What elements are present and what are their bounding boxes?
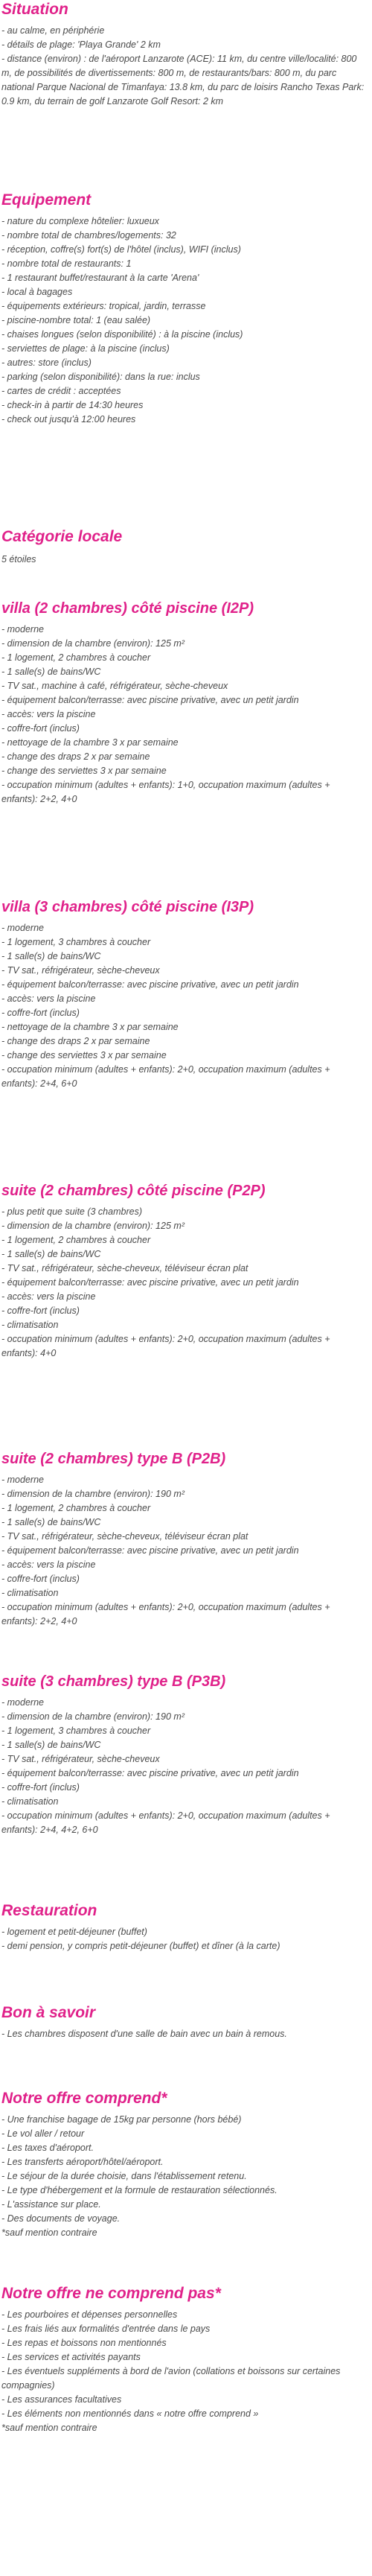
list-item: - 1 restaurant buffet/restaurant à la carte 'Arena' <box>1 273 199 283</box>
list-item: - occupation minimum (adultes + enfants): 2+0, occupation maximum (adultes + enfants): 4+0 <box>1 1334 330 1358</box>
room-i3p <box>1 897 368 1091</box>
list-item: - coffre-fort (inclus) <box>1 1306 80 1316</box>
list-item: - change des draps 2 x par semaine <box>1 751 150 762</box>
list-item: - chaises longues (selon disponibilité) : à la piscine (inclus) <box>1 329 243 340</box>
room-p2b <box>1 1449 368 1629</box>
room-title: suite (2 chambres) type B (P2B) <box>1 1451 226 1467</box>
list-item: - Le séjour de la durée choisie, dans l'établissement retenu. <box>1 2171 247 2181</box>
room-title: suite (2 chambres) côté piscine (P2P) <box>1 1183 266 1199</box>
list-item: - 1 salle(s) de bains/WC <box>1 951 101 961</box>
list-item: - coffre-fort (inclus) <box>1 1008 80 1018</box>
list-item: - équipement balcon/terrasse: avec piscine privative, avec un petit jardin <box>1 1277 299 1288</box>
list-item: - TV sat., réfrigérateur, sèche-cheveux <box>1 965 160 976</box>
categorie-text: 5 étoiles <box>1 554 36 565</box>
list-item: - Les éléments non mentionnés dans « notre offre comprend » <box>1 2408 259 2419</box>
list-item: - accès: vers la piscine <box>1 1559 96 1570</box>
list-item: - 1 salle(s) de bains/WC <box>1 1249 101 1259</box>
room-features <box>1 623 368 807</box>
list-item: - dimension de la chambre (environ): 190 m² <box>1 1711 185 1722</box>
list-item: - occupation minimum (adultes + enfants): 1+0, occupation maximum (adultes + enfants): 2+2, 4+0 <box>1 780 330 804</box>
list-item: - équipement balcon/terrasse: avec piscine privative, avec un petit jardin <box>1 979 299 990</box>
section-title-situation: Situation <box>1 1 68 18</box>
list-item: - Des documents de voyage. <box>1 2213 121 2224</box>
list-item: - climatisation <box>1 1796 59 1807</box>
bon-a-savoir-list <box>1 2027 368 2041</box>
list-item: - au calme, en périphérie <box>1 25 105 36</box>
list-item: - dimension de la chambre (environ): 125 m² <box>1 638 185 649</box>
list-item: - occupation minimum (adultes + enfants): 2+0, occupation maximum (adultes + enfants): 2+4, 6+0 <box>1 1064 330 1089</box>
room-features <box>1 1696 368 1837</box>
list-item: - Les éventuels suppléments à bord de l'avion (collations et boissons sur certaines compagnies) <box>1 2366 341 2391</box>
list-item: - Les assurances facultatives <box>1 2394 122 2405</box>
list-item: - demi pension, y compris petit-déjeuner (buffet) et dîner (à la carte) <box>1 1941 280 1951</box>
list-item: - accès: vers la piscine <box>1 1291 96 1302</box>
list-item: - Les transferts aéroport/hôtel/aéroport. <box>1 2157 164 2167</box>
section-equipement <box>1 191 368 427</box>
section-ne-comprend-pas <box>1 2284 368 2435</box>
list-item: - 1 salle(s) de bains/WC <box>1 1740 101 1750</box>
list-item: - accès: vers la piscine <box>1 709 96 719</box>
list-item: - climatisation <box>1 1588 59 1598</box>
section-title-bon-a-savoir: Bon à savoir <box>1 2004 96 2021</box>
list-item: - Les taxes d'aéroport. <box>1 2143 94 2153</box>
list-item: - moderne <box>1 1697 44 1708</box>
list-item: - accès: vers la piscine <box>1 993 96 1004</box>
list-item: - équipements extérieurs: tropical, jardin, terrasse <box>1 301 206 311</box>
list-item: - 1 logement, 3 chambres à coucher <box>1 1726 151 1736</box>
list-item: - Les services et activités payants <box>1 2352 141 2362</box>
list-item: - distance (environ) : de l'aéroport Lanzarote (ACE): 11 km, du centre ville/localité: 800 m, de possibilités de divertissements: 800 m, de restaurants/bars: 800 m, du parc national Parque Nacional de Timanfaya: 13.8 km, du parc de loisirs Rancho Texas Park: 0.9 km, du terrain de golf Lanzarote Golf Resort: 2 km <box>1 54 365 106</box>
list-item: - check-in à partir de 14:30 heures <box>1 400 144 410</box>
restauration-list <box>1 1925 368 1953</box>
list-item: - équipement balcon/terrasse: avec piscine privative, avec un petit jardin <box>1 1545 299 1556</box>
list-item: - TV sat., réfrigérateur, sèche-cheveux, téléviseur écran plat <box>1 1531 248 1542</box>
list-item: - coffre-fort (inclus) <box>1 1574 80 1584</box>
list-item: - local à bagages <box>1 287 73 297</box>
room-title: villa (2 chambres) côté piscine (I2P) <box>1 600 254 617</box>
section-restauration <box>1 1901 368 1953</box>
list-item: - moderne <box>1 923 44 933</box>
list-item: - L'assistance sur place. <box>1 2199 101 2210</box>
room-features <box>1 1473 368 1629</box>
comprend-list <box>1 2113 368 2240</box>
list-item: - coffre-fort (inclus) <box>1 723 80 734</box>
section-title-equipement: Equipement <box>1 191 92 209</box>
section-bon-a-savoir <box>1 2003 368 2041</box>
list-item: - moderne <box>1 1475 44 1485</box>
list-item: - 1 logement, 2 chambres à coucher <box>1 1235 151 1245</box>
section-categorie <box>1 527 368 567</box>
list-item: - TV sat., réfrigérateur, sèche-cheveux, téléviseur écran plat <box>1 1263 248 1273</box>
list-item: - check out jusqu'à 12:00 heures <box>1 414 136 424</box>
list-item: - dimension de la chambre (environ): 125 m² <box>1 1221 185 1231</box>
list-item: - nombre total de chambres/logements: 32 <box>1 230 176 241</box>
list-item: - Une franchise bagage de 15kg par personne (hors bébé) <box>1 2114 242 2125</box>
list-item: - logement et petit-déjeuner (buffet) <box>1 1927 147 1937</box>
situation-list <box>1 24 368 109</box>
room-title: suite (3 chambres) type B (P3B) <box>1 1673 226 1690</box>
list-item: - Les frais liés aux formalités d'entrée dans le pays <box>1 2324 211 2334</box>
list-item: - climatisation <box>1 1320 59 1330</box>
list-item: - parking (selon disponibilité): dans la rue: inclus <box>1 372 200 382</box>
list-item: - cartes de crédit : acceptées <box>1 386 121 396</box>
list-item: - équipement balcon/terrasse: avec piscine privative, avec un petit jardin <box>1 1768 299 1778</box>
list-item: - détails de plage: 'Playa Grande' 2 km <box>1 39 161 50</box>
section-situation <box>1 0 368 109</box>
section-title-comprend: Notre offre comprend* <box>1 2090 167 2107</box>
list-item: - 1 logement, 3 chambres à coucher <box>1 937 151 947</box>
list-item: - réception, coffre(s) fort(s) de l'hôtel (inclus), WIFI (inclus) <box>1 244 241 255</box>
list-item: - plus petit que suite (3 chambres) <box>1 1206 142 1217</box>
list-item: - change des serviettes 3 x par semaine <box>1 766 167 776</box>
list-item: - 1 logement, 2 chambres à coucher <box>1 1503 151 1513</box>
list-item: - 1 salle(s) de bains/WC <box>1 667 101 677</box>
list-item: - Les chambres disposent d'une salle de bain avec un bain à remous. <box>1 2029 287 2039</box>
list-item: - TV sat., réfrigérateur, sèche-cheveux <box>1 1754 160 1764</box>
room-i2p <box>1 599 368 807</box>
section-title-ne-comprend-pas: Notre offre ne comprend pas* <box>1 2285 221 2302</box>
section-comprend <box>1 2089 368 2240</box>
list-item: - change des serviettes 3 x par semaine <box>1 1050 167 1060</box>
list-item: - TV sat., machine à café, réfrigérateur, sèche-cheveux <box>1 681 228 691</box>
list-item: - Les pourboires et dépenses personnelles <box>1 2309 178 2320</box>
list-item: - 1 logement, 2 chambres à coucher <box>1 652 151 663</box>
list-item: - Le type d'hébergement et la formule de restauration sélectionnés. <box>1 2185 278 2195</box>
footnote: *sauf mention contraire <box>1 2423 97 2433</box>
room-features <box>1 921 368 1091</box>
section-title-restauration: Restauration <box>1 1902 97 1919</box>
list-item: - occupation minimum (adultes + enfants): 2+0, occupation maximum (adultes + enfants): 2+4, 4+2, 6+0 <box>1 1810 330 1835</box>
list-item: - nettoyage de la chambre 3 x par semaine <box>1 737 179 748</box>
room-features <box>1 1205 368 1361</box>
list-item: - piscine-nombre total: 1 (eau salée) <box>1 315 151 325</box>
list-item: - serviettes de plage: à la piscine (inclus) <box>1 343 170 354</box>
list-item: - équipement balcon/terrasse: avec piscine privative, avec un petit jardin <box>1 695 299 705</box>
list-item: - nature du complexe hôtelier: luxueux <box>1 216 159 226</box>
list-item: - nombre total de restaurants: 1 <box>1 258 132 269</box>
footnote: *sauf mention contraire <box>1 2227 97 2238</box>
equipement-list <box>1 214 368 427</box>
list-item: - 1 salle(s) de bains/WC <box>1 1517 101 1527</box>
section-title-categorie: Catégorie locale <box>1 528 123 545</box>
list-item: - occupation minimum (adultes + enfants): 2+0, occupation maximum (adultes + enfants): 2+2, 4+0 <box>1 1602 330 1626</box>
list-item: - Le vol aller / retour <box>1 2128 85 2139</box>
list-item: - Les repas et boissons non mentionnés <box>1 2338 167 2348</box>
ne-comprend-pas-list <box>1 2308 368 2435</box>
room-title: villa (3 chambres) côté piscine (I3P) <box>1 899 254 915</box>
room-p2p <box>1 1181 368 1361</box>
list-item: - nettoyage de la chambre 3 x par semaine <box>1 1022 179 1032</box>
list-item: - autres: store (inclus) <box>1 357 92 368</box>
list-item: - moderne <box>1 624 44 635</box>
list-item: - coffre-fort (inclus) <box>1 1782 80 1793</box>
list-item: - change des draps 2 x par semaine <box>1 1036 150 1046</box>
room-p3b <box>1 1672 368 1837</box>
list-item: - dimension de la chambre (environ): 190 m² <box>1 1489 185 1499</box>
